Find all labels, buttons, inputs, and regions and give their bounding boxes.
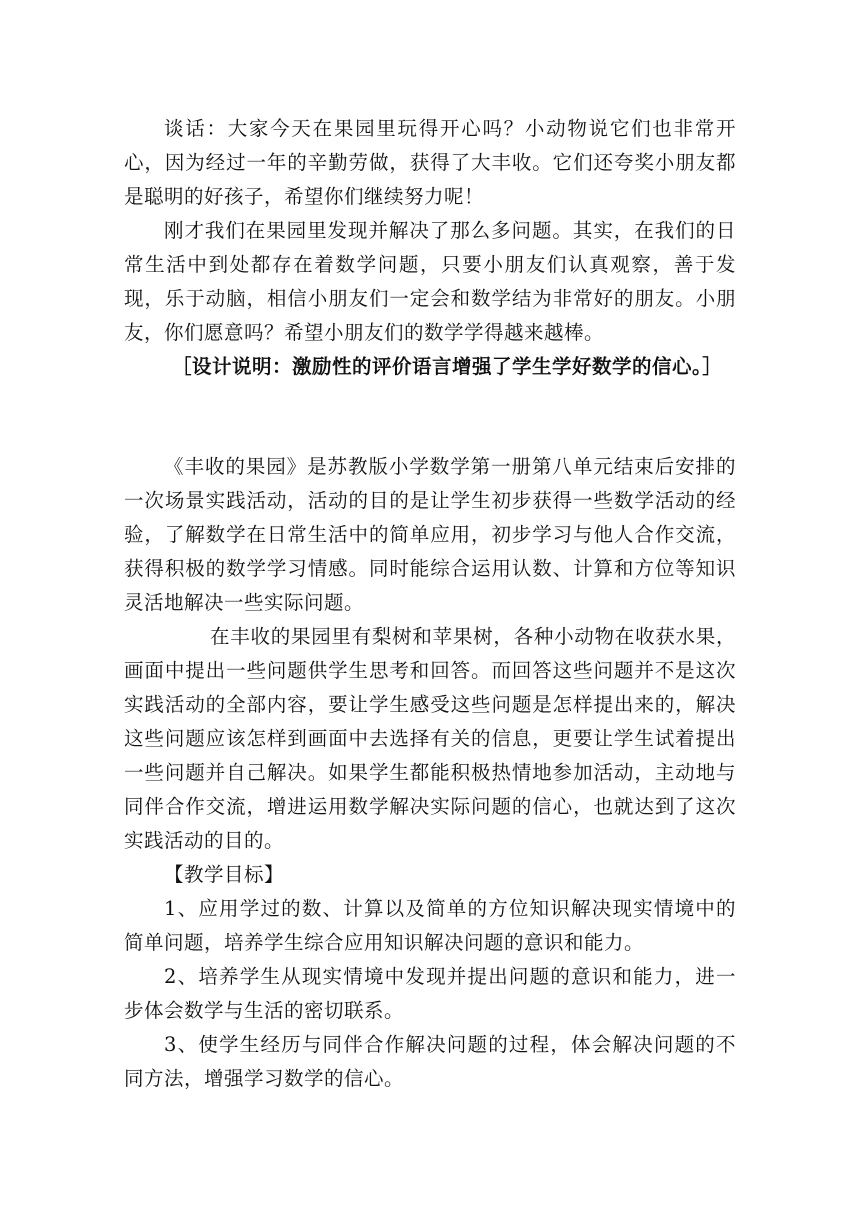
goals-heading: 【教学目标】 xyxy=(164,863,285,886)
summary-paragraph: 刚才我们在果园里发现并解决了那么多问题。其实，在我们的日常生活中到处都存在着数学问题，只要小朋友们认真观察，善于发现，乐于动脑，相信小朋友们一定会和数学结为非常好的朋友。小朋友，你们愿意吗？希望小朋友们的数学学得越来越棒。 xyxy=(124,219,736,344)
dialogue-paragraph: 谈话：大家今天在果园里玩得开心吗？小动物说它们也非常开心，因为经过一年的辛勤劳做，获得了大丰收。它们还夸奖小朋友都是聪明的好孩子，希望你们继续努力呢！ xyxy=(124,117,736,208)
intro-paragraph: 《丰收的果园》是苏教版小学数学第一册第八单元结束后安排的一次场景实践活动，活动的目的是让学生初步获得一些数学活动的经验，了解数学在日常生活中的简单应用，初步学习与他人合作交流，获得积极的数学学习情感。同时能综合运用认数、计算和方位等知识灵活地解决一些实际问题。 xyxy=(124,455,736,614)
design-note: ［设计说明：激励性的评价语言增强了学生学好数学的信心。］ xyxy=(172,355,723,378)
goal-item-1: 1、应用学过的数、计算以及简单的方位知识解决现实情境中的简单问题，培养学生综合应用知识解决问题的意识和能力。 xyxy=(124,897,736,954)
scene-paragraph: 在丰收的果园里有梨树和苹果树，各种小动物在收获水果，画面中提出一些问题供学生思考和回答。而回答这些问题并不是这次实践活动的全部内容，要让学生感受这些问题是怎样提出来的，解决这些问题应该怎样到画面中去选择有关的信息，更要让学生试着提出一些问题并自己解决。如果学生都能积极热情地参加活动，主动地与同伴合作交流，增进运用数学解决实际问题的信心，也就达到了这次实践活动的目的。 xyxy=(124,625,736,852)
goal-item-2: 2、培养学生从现实情境中发现并提出问题的意识和能力，进一步体会数学与生活的密切联系。 xyxy=(124,965,736,1022)
goal-item-3: 3、使学生经历与同伴合作解决问题的过程，体会解决问题的不同方法，增强学习数学的信心。 xyxy=(124,1033,736,1090)
